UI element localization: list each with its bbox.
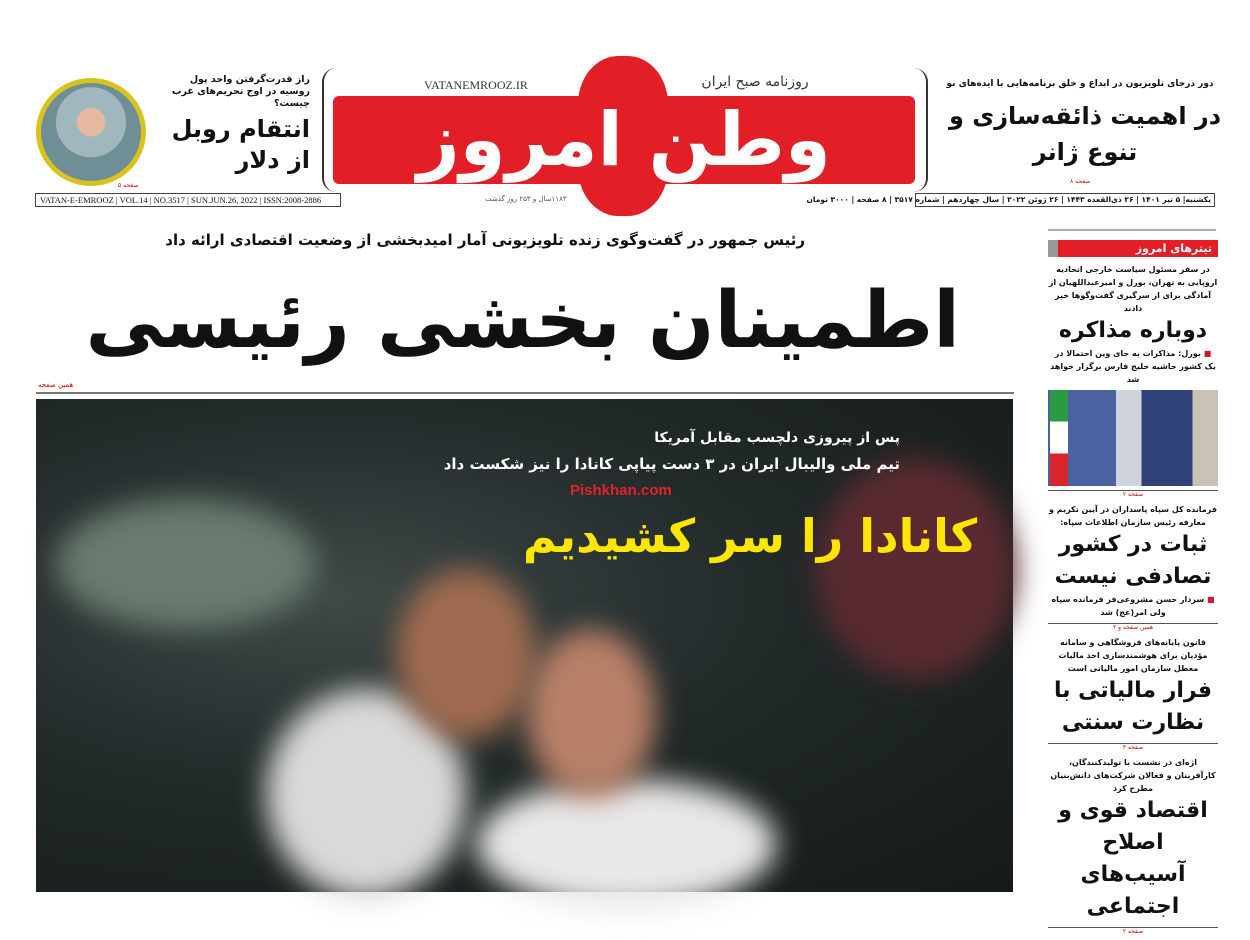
- left-teaser-title[interactable]: انتقام روبل از دلار: [171, 115, 310, 174]
- right-teaser-title[interactable]: در اهمیت ذائقه‌سازی و تنوع ژانر: [948, 102, 1222, 166]
- sidebar-intro: در سفر مسئول سیاست خارجی اتحادیه اروپایی به تهران، بورل و امیرعبداللهیان از آمادگی برای از سرگیری گفت‌وگوها خبر دادند: [1048, 265, 1218, 313]
- sidebar-bullet: ■ سردار حسن مشروعی‌فر فرمانده سپاه ولی امر(عج) شد: [1048, 593, 1218, 619]
- sidebar-title[interactable]: دوباره مذاکره: [1058, 318, 1208, 343]
- divider: [36, 392, 1014, 394]
- right-teaser-kicker: دور درجای تلویزیون در ابداع و خلق برنامه‌هایی با ایده‌های نو: [946, 79, 1214, 89]
- sidebar-intro: اژه‌ای در نشست با تولیدکنندگان، کارآفرینان و فعالان شرکت‌های دانش‌بنیان مطرح کرد: [1050, 758, 1216, 793]
- left-teaser-kicker: راز قدرت‌گرفتن واحد پول روسیه در اوج تحریم‌های غرب چیست؟: [171, 74, 310, 109]
- sidebar-intro: قانون پایانه‌های فروشگاهی و سامانه مؤدیان برای هوشمندسازی اخذ مالیات معطل سازمان امور مالیاتی است: [1058, 638, 1208, 673]
- left-teaser-page: صفحه ۵: [118, 182, 139, 189]
- sidebar-page-ref: صفحه ۲: [1048, 927, 1218, 936]
- photo-kicker-2: تیم ملی والیبال ایران در ۳ دست پیاپی کانادا را نیز شکست داد: [443, 455, 900, 473]
- sidebar-header: تیترهای امروز: [1048, 240, 1218, 257]
- masthead-url: VATANEMROOZ.IR: [420, 78, 532, 93]
- iran-flag: [1050, 390, 1068, 486]
- main-page-ref: همین صفحه: [38, 381, 74, 389]
- issue-info-english: VATAN-E-EMROOZ | VOL.14 | NO.3517 | SUN.JUN.26, 2022 | ISSN:2008-2886: [35, 193, 341, 207]
- sidebar-title[interactable]: اقتصاد قوی و اصلاح آسیب‌های اجتماعی: [1058, 798, 1208, 919]
- ruble-dollar-image: [36, 78, 146, 186]
- right-teaser-page: صفحه ۸: [1070, 178, 1091, 185]
- masthead-tagline: روزنامه صبح ایران: [670, 74, 840, 90]
- sidebar-intro: فرمانده کل سپاه پاسداران در آیین تکریم و معارفه رئیس سازمان اطلاعات سپاه:: [1049, 505, 1217, 527]
- issue-info-persian: یکشنبه| ۵ تیر ۱۴۰۱ | ۲۶ ذی‌القعده ۱۴۴۳ | ۲۶ ژوئن ۲۰۲۲ | سال چهاردهم | شماره ۳۵۱۷ | ۸ صفحه | ۳۰۰۰ تومان: [915, 193, 1215, 207]
- sidebar-title[interactable]: فرار مالیاتی با نظارت سنتی: [1053, 678, 1213, 735]
- issue-info-middle: ۱۱۸۳سال و ۲۵۳ روز گذشت: [485, 195, 567, 203]
- main-kicker: رئیس جمهور در گفت‌وگوی زنده تلویزیونی آمار امیدبخشی از وضعیت اقتصادی ارائه داد: [165, 231, 805, 249]
- newspaper-logo: وطن امروز: [333, 96, 915, 184]
- photo-headline[interactable]: کانادا را سر کشیدیم: [522, 509, 978, 563]
- sidebar-page-ref: صفحه ۲: [1048, 490, 1218, 499]
- photo-kicker-1: پس از پیروزی دلچسب مقابل آمریکا: [654, 430, 900, 446]
- sidebar-title[interactable]: ثبات در کشور تصادفی نیست: [1054, 532, 1212, 589]
- main-headline[interactable]: اطمینان بخشی رئیسی: [85, 276, 960, 366]
- sidebar-page-ref: همین صفحه و ۲: [1048, 623, 1218, 632]
- sidebar-top-rule: [1048, 229, 1216, 231]
- watermark: Pishkhan.com: [570, 482, 672, 499]
- sidebar-bullet: ■ بورل: مذاکرات به جای وین احتمالا در یک کشور حاشیه خلیج فارس برگزار خواهد شد: [1048, 347, 1218, 386]
- sidebar-page-ref: صفحه ۳: [1048, 743, 1218, 752]
- sidebar-headlines: [1048, 232, 1218, 940]
- meeting-photo: [1048, 390, 1218, 486]
